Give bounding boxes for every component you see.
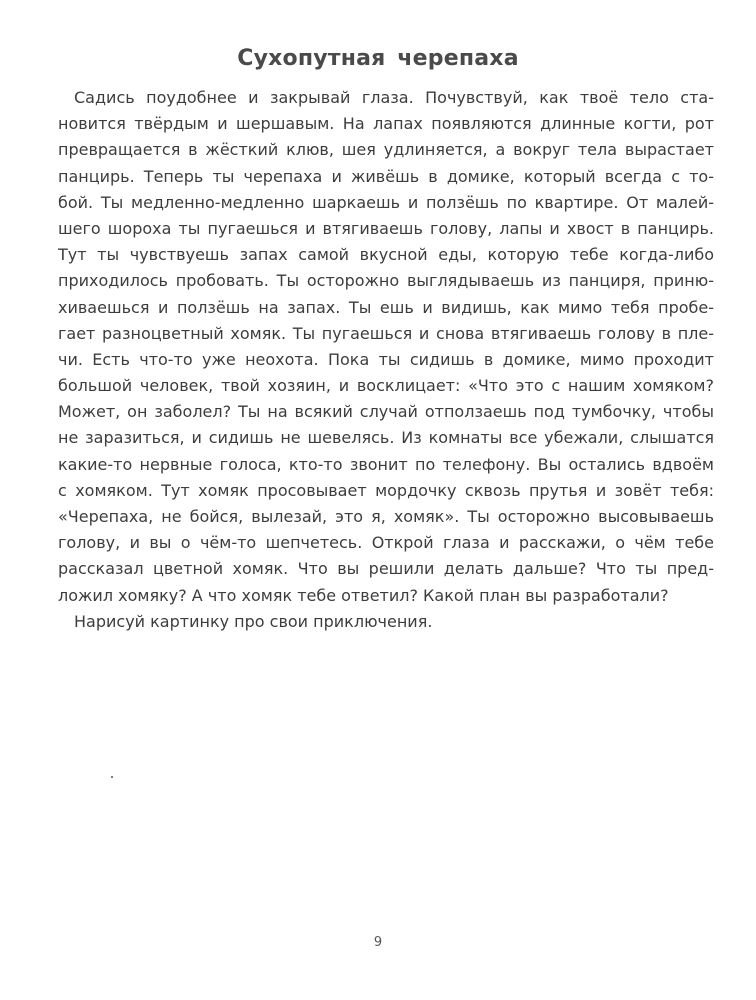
drawing-instruction: Нарисуй картинку про свои приключения. — [74, 611, 433, 631]
stray-dot — [111, 776, 113, 778]
page-number: 9 — [373, 935, 383, 950]
text-line: Тут ты чувствуешь запах самой вкусной еды, которую тебе когда-либо — [58, 245, 714, 265]
text-line: не заразиться, и сидишь не шевелясь. Из комнаты все убежали, слышатся — [58, 428, 714, 448]
text-line: большой человек, твой хозяин, и восклицает: «Что это с нашим хомяком? — [58, 376, 714, 396]
text-line: превращается в жёсткий клюв, шея удлиняется, а вокруг тела вырастает — [58, 140, 714, 160]
text-line: бой. Ты медленно-медленно шаркаешь и ползёшь по квартире. От малей- — [58, 192, 714, 212]
text-line: чи. Есть что-то уже неохота. Пока ты сидишь в домике, мимо проходит — [58, 349, 714, 369]
text-line: панцирь. Теперь ты черепаха и живёшь в домике, который всегда с то- — [58, 166, 714, 186]
text-line: гает разноцветный хомяк. Ты пугаешься и снова втягиваешь голову в пле- — [58, 323, 714, 343]
story-text — [58, 85, 714, 635]
text-line: ложил хомяку? А что хомяк тебе ответил? Какой план вы разработали? — [58, 585, 669, 605]
text-line: Может, он заболел? Ты на всякий случай отползаешь под тумбочку, чтобы — [58, 402, 714, 422]
text-line: какие-то нервные голоса, кто-то звонит по телефону. Вы остались вдвоём — [58, 454, 714, 474]
text-line: с хомяком. Тут хомяк просовывает мордочку сквозь прутья и зовёт тебя: — [58, 480, 714, 500]
text-line: голову, и вы о чём-то шепчетесь. Открой глаза и расскажи, о чём тебе — [58, 533, 714, 553]
text-line: хиваешься и ползёшь на запах. Ты ешь и видишь, как мимо тебя пробе- — [58, 297, 714, 317]
text-line: шего шороха ты пугаешься и втягиваешь голову, лапы и хвост в панцирь. — [58, 218, 714, 238]
text-line: «Черепаха, не бойся, вылезай, это я, хомяк». Ты осторожно высовываешь — [58, 507, 714, 526]
text-line: новится твёрдым и шершавым. На лапах появляются длинные когти, рот — [58, 114, 714, 134]
text-line: приходилось пробовать. Ты осторожно выглядываешь из панциря, приню- — [58, 271, 714, 291]
page-title: Сухопутная черепаха — [237, 46, 519, 71]
text-line: Садись поудобнее и закрывай глаза. Почувствуй, как твоё тело ста- — [74, 88, 714, 107]
text-line: рассказал цветной хомяк. Что вы решили делать дальше? Что ты пред- — [58, 559, 714, 579]
